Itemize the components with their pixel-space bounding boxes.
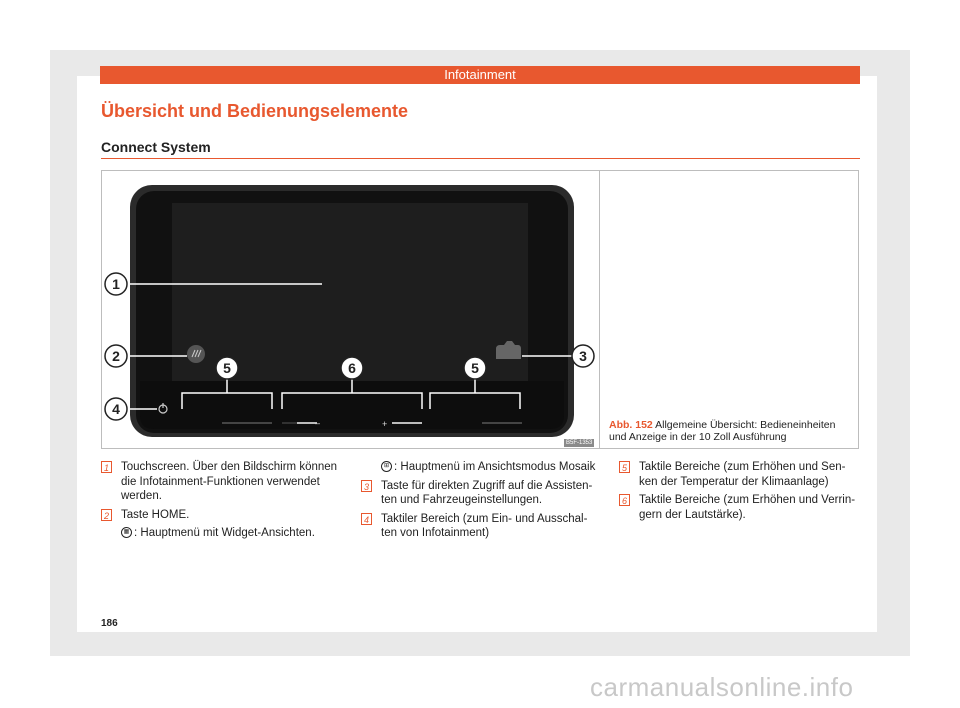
legend-number: 4 <box>361 513 372 525</box>
legend-item <box>101 460 341 504</box>
callout-5-right <box>464 357 486 379</box>
figure-divider <box>599 170 600 449</box>
legend-number: 3 <box>361 480 372 492</box>
page-number: 186 <box>101 618 118 629</box>
callout-3 <box>572 345 594 367</box>
subsection-title: Connect System <box>101 139 211 155</box>
svg-text:4: 4 <box>112 401 120 417</box>
legend-item <box>361 479 601 508</box>
caption-text: Allgemeine Übersicht: Bedieneinheiten und Anzeige in der 10 Zoll Ausführung <box>609 419 836 443</box>
svg-text:5: 5 <box>223 360 231 376</box>
legend-column-2 <box>361 460 601 545</box>
legend-subtext: : Hauptmenü im Ansichtsmodus Mosaik <box>394 461 596 473</box>
mosaic-view-icon: ⊞ <box>381 461 392 472</box>
caption-label: Abb. 152 <box>609 419 653 431</box>
legend-column-1 <box>101 460 341 545</box>
legend-text: Taktiler Bereich (zum Ein- und Ausschal-ten von Infotainment) <box>381 512 588 539</box>
legend-item <box>619 493 859 522</box>
legend-subline <box>101 526 341 541</box>
callout-5-left <box>216 357 238 379</box>
watermark: carmanualsonline.info <box>590 672 854 702</box>
legend-text: Taktile Bereiche (zum Erhöhen und Sen-ken der Temperatur der Klimaanlage) <box>639 461 846 488</box>
chapter-header: Infotainment <box>100 66 860 84</box>
figure-caption <box>609 419 854 443</box>
callout-1 <box>105 273 127 295</box>
svg-text:3: 3 <box>579 348 587 364</box>
volume-plus-glyph: + <box>382 419 388 429</box>
legend-text: Taste für direkten Zugriff auf die Assisten-ten und Fahrzeugeinstellungen. <box>381 479 593 506</box>
volume-minus-glyph: – <box>315 418 321 428</box>
svg-text:1: 1 <box>112 276 120 292</box>
svg-text:6: 6 <box>348 360 356 376</box>
section-title: Übersicht und Bedienungselemente <box>101 101 409 121</box>
callout-6 <box>341 357 363 379</box>
legend-text: Taste HOME. <box>121 508 190 521</box>
callout-2 <box>105 345 127 367</box>
infotainment-unit-illustration <box>102 171 598 448</box>
touchscreen <box>172 203 528 381</box>
svg-text:5: 5 <box>471 360 479 376</box>
legend-text: Touchscreen. Über den Bildschirm können die Infotainment-Funktionen verwendet werden. <box>121 461 338 502</box>
callout-4 <box>105 398 127 420</box>
legend-number: 1 <box>101 461 112 473</box>
figure-code: B5F-1353 <box>566 440 593 446</box>
legend-column-3 <box>619 460 859 526</box>
legend-number: 2 <box>101 509 112 521</box>
widget-view-icon: ▦ <box>121 527 132 538</box>
legend-text: Taktile Bereiche (zum Erhöhen und Verrin-gern der Lautstärke). <box>639 494 856 521</box>
legend-item <box>361 512 601 541</box>
legend-subline <box>361 460 601 475</box>
legend-item <box>619 460 859 489</box>
subsection-rule <box>101 158 860 159</box>
svg-text:2: 2 <box>112 348 120 364</box>
legend-number: 6 <box>619 494 630 506</box>
legend-subtext: : Hauptmenü mit Widget-Ansichten. <box>134 527 315 539</box>
legend-number: 5 <box>619 461 630 473</box>
legend-item <box>101 508 341 523</box>
